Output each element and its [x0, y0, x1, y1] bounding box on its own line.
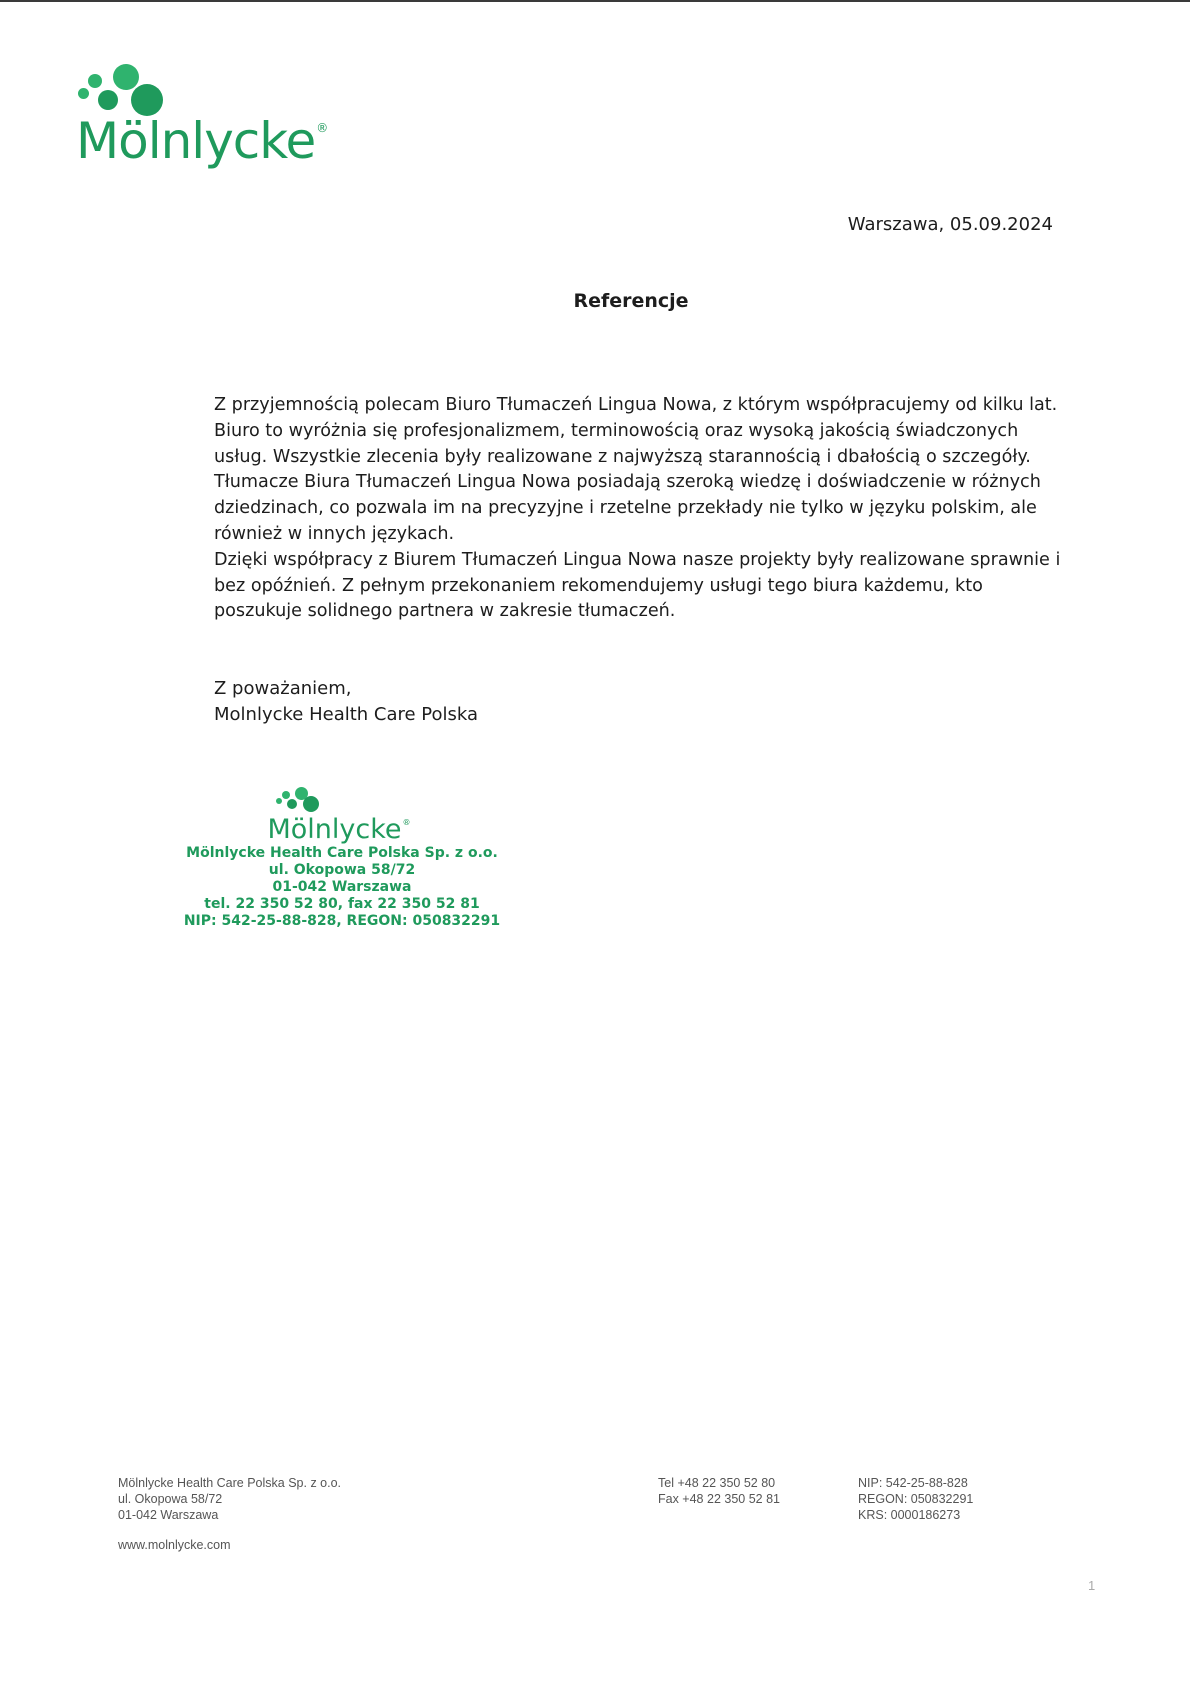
stamp-phones: tel. 22 350 52 80, fax 22 350 52 81 [204, 896, 480, 912]
letter-title: Referencje [573, 290, 689, 312]
signatory: Molnlycke Health Care Polska [214, 704, 479, 725]
stamp-city: 01-042 Warszawa [272, 879, 412, 895]
stamp-street: ul. Okopowa 58/72 [268, 862, 416, 878]
footer-website[interactable]: www.molnlycke.com [118, 1538, 231, 1552]
closing-phrase: Z poważaniem, [214, 678, 352, 699]
footer-regon: REGON: 050832291 [858, 1492, 974, 1506]
footer-company: Mölnlycke Health Care Polska Sp. z o.o. [118, 1476, 342, 1490]
logo-wordmark: Mölnlycke® [76, 112, 328, 170]
footer-city: 01-042 Warszawa [118, 1508, 219, 1522]
paragraph-1: Z przyjemnością polecam Biuro Tłumaczeń Lingua Nowa, z którym współpracujemy od kilku lat. Biuro to wyróżnia się profesjonalizmem, terminowością oraz wysoką jakością świadczonych usług. Wszystkie zlecenia były realizowane z najwyższą starannością i dbałością o szczegóły. Tłumacze Biura Tłumaczeń Lingua Nowa posiadają szeroką wiedzę i doświadczenie w różnych dziedzinach, co pozwala im na precyzyjne i rzetelne przekłady nie tylko w języku polskim, ale również w innych językach. [214, 395, 1058, 544]
stamp-dots-icon [270, 786, 330, 814]
footer-registration [858, 1475, 973, 1523]
paragraph-2: Dzięki współpracy z Biurem Tłumaczeń Lingua Nowa nasze projekty były realizowane sprawnie i bez opóźnień. Z pełnym przekonaniem rekomendujemy usługi tego biura każdemu, kto poszukuje solidnego partnera w zakresie tłumaczeń. [214, 549, 1061, 622]
letter-date: Warszawa, 05.09.2024 [847, 214, 1053, 235]
page-mark: 1 [1088, 1578, 1096, 1593]
footer-tel: Tel +48 22 350 52 80 [658, 1476, 776, 1490]
company-stamp [182, 786, 502, 930]
footer-street: ul. Okopowa 58/72 [118, 1492, 223, 1506]
letter-closing [214, 676, 478, 728]
footer-contact [658, 1475, 780, 1507]
footer-fax: Fax +48 22 350 52 81 [658, 1492, 780, 1506]
stamp-company: Mölnlycke Health Care Polska Sp. z o.o. [186, 845, 498, 861]
stamp-wordmark: Mölnlycke® [267, 814, 411, 845]
footer-krs: KRS: 0000186273 [858, 1508, 961, 1522]
stamp-ids: NIP: 542-25-88-828, REGON: 050832291 [183, 913, 501, 929]
top-border-line [0, 0, 1190, 2]
company-logo [76, 62, 336, 182]
letter-body [214, 393, 1064, 625]
footer-address [118, 1475, 341, 1523]
logo-dots-icon [76, 62, 176, 118]
footer-nip: NIP: 542-25-88-828 [858, 1476, 968, 1490]
